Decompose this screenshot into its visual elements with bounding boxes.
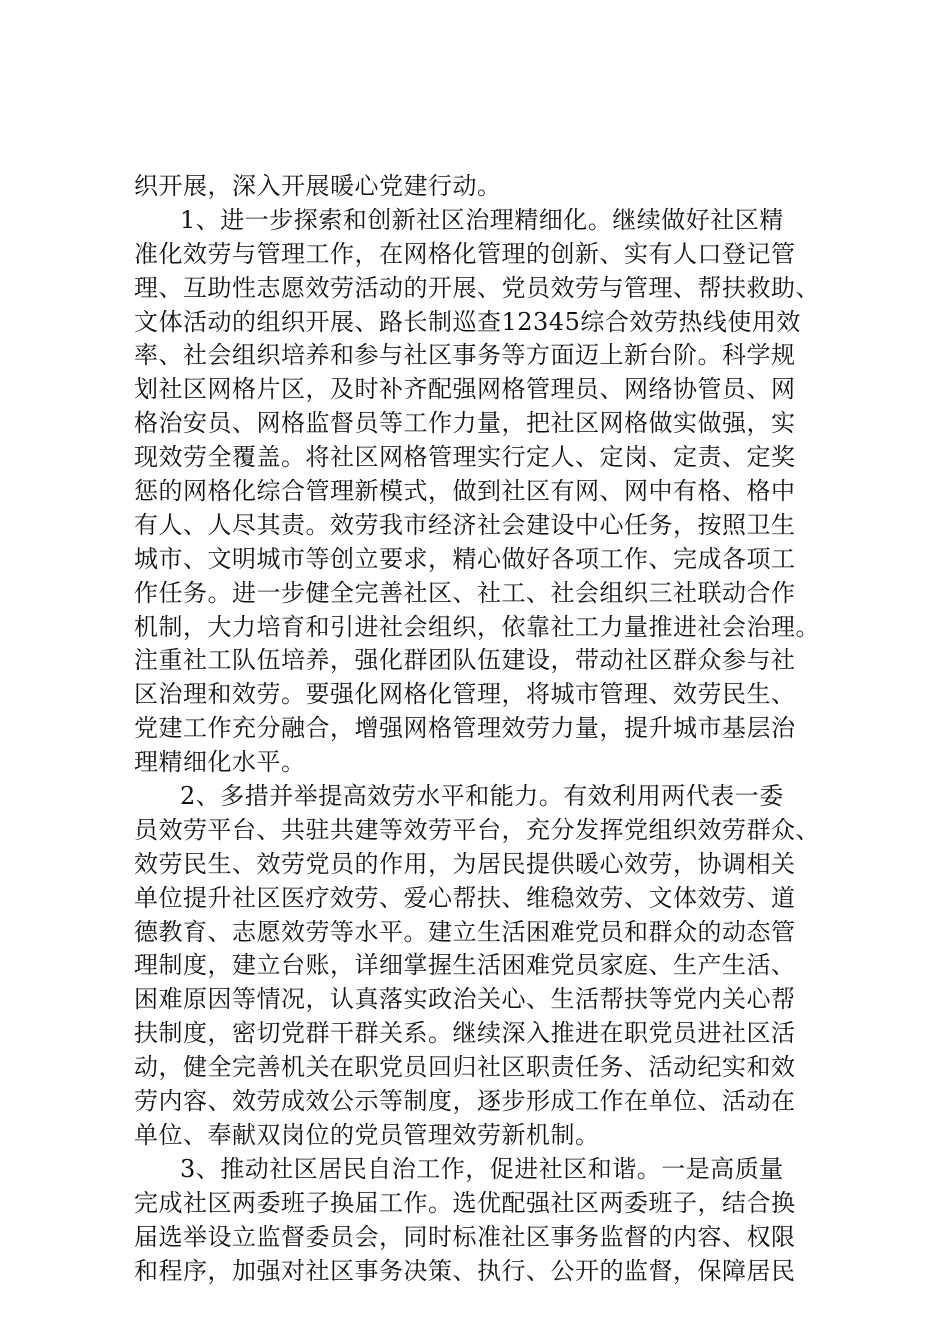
text-line: 文体活动的组织开展、路长制巡查12345综合效劳热线使用效 bbox=[134, 307, 801, 336]
text-line: 效劳民生、效劳党员的作用，为居民提供暖心效劳，协调相关 bbox=[134, 849, 796, 878]
paragraph-first-line: 3、推动社区居民自治工作，促进社区和谐。一是高质量 bbox=[180, 1154, 784, 1183]
text-line: 准化效劳与管理工作，在网格化管理的创新、实有人口登记管 bbox=[134, 239, 796, 268]
text-line: 单位提升社区医疗效劳、爱心帮扶、维稳效劳、文体效劳、道 bbox=[134, 883, 796, 912]
paragraph-first-line: 2、多措并举提高效劳水平和能力。有效利用两代表一委 bbox=[180, 782, 784, 811]
text-line: 惩的网格化综合管理新模式，做到社区有网、网中有格、格中 bbox=[134, 477, 796, 506]
text-line: 作任务。进一步健全完善社区、社工、社会组织三社联动合作 bbox=[134, 578, 796, 607]
text-line: 党建工作充分融合，增强网格管理效劳力量，提升城市基层治 bbox=[134, 714, 796, 743]
text-line: 困难原因等情况，认真落实政治关心、生活帮扶等党内关心帮 bbox=[134, 985, 796, 1014]
text-line: 理制度，建立台账，详细掌握生活困难党员家庭、生产生活、 bbox=[134, 951, 796, 980]
text-line: 划社区网格片区，及时补齐配强网格管理员、网络协管员、网 bbox=[134, 375, 796, 404]
paragraph-first-line: 1、进一步探索和创新社区治理精细化。继续做好社区精 bbox=[180, 205, 784, 234]
text-line: 德教育、志愿效劳等水平。建立生活困难党员和群众的动态管 bbox=[134, 917, 796, 946]
text-line: 单位、奉献双岗位的党员管理效劳新机制。 bbox=[134, 1120, 600, 1149]
text-line: 扶制度，密切党群干群关系。继续深入推进在职党员进社区活 bbox=[134, 1019, 796, 1048]
text-line: 区治理和效劳。要强化网格化管理，将城市管理、效劳民生、 bbox=[134, 680, 796, 709]
text-line: 和程序，加强对社区事务决策、执行、公开的监督，保障居民 bbox=[134, 1256, 796, 1285]
text-line: 现效劳全覆盖。将社区网格管理实行定人、定岗、定责、定奖 bbox=[134, 443, 796, 472]
text-line: 织开展，深入开展暖心党建行动。 bbox=[134, 172, 502, 200]
text-line: 有人、人尽其责。效劳我市经济社会建设中心任务，按照卫生 bbox=[134, 510, 796, 539]
text-line: 机制，大力培育和引进社会组织，依靠社工力量推进社会治理。 bbox=[134, 612, 820, 641]
text-line: 率、社会组织培养和参与社区事务等方面迈上新台阶。科学规 bbox=[134, 341, 796, 370]
text-line: 城市、文明城市等创立要求，精心做好各项工作、完成各项工 bbox=[134, 544, 796, 573]
text-line: 理精细化水平。 bbox=[134, 748, 306, 777]
text-line: 员效劳平台、共驻共建等效劳平台，充分发挥党组织效劳群众、 bbox=[134, 815, 820, 844]
body-text bbox=[134, 170, 824, 1288]
text-line: 格治安员、网格监督员等工作力量，把社区网格做实做强，实 bbox=[134, 409, 796, 438]
text-line: 届选举设立监督委员会，同时标准社区事务监督的内容、权限 bbox=[134, 1222, 796, 1251]
text-line: 注重社工队伍培养，强化群团队伍建设，带动社区群众参与社 bbox=[134, 646, 796, 675]
text-line: 理、互助性志愿效劳活动的开展、党员效劳与管理、帮扶救助、 bbox=[134, 273, 820, 302]
text-line: 动，健全完善机关在职党员回归社区职责任务、活动纪实和效 bbox=[134, 1053, 796, 1082]
text-line: 完成社区两委班子换届工作。选优配强社区两委班子，结合换 bbox=[134, 1188, 796, 1217]
text-line: 劳内容、效劳成效公示等制度，逐步形成工作在单位、活动在 bbox=[134, 1087, 796, 1116]
